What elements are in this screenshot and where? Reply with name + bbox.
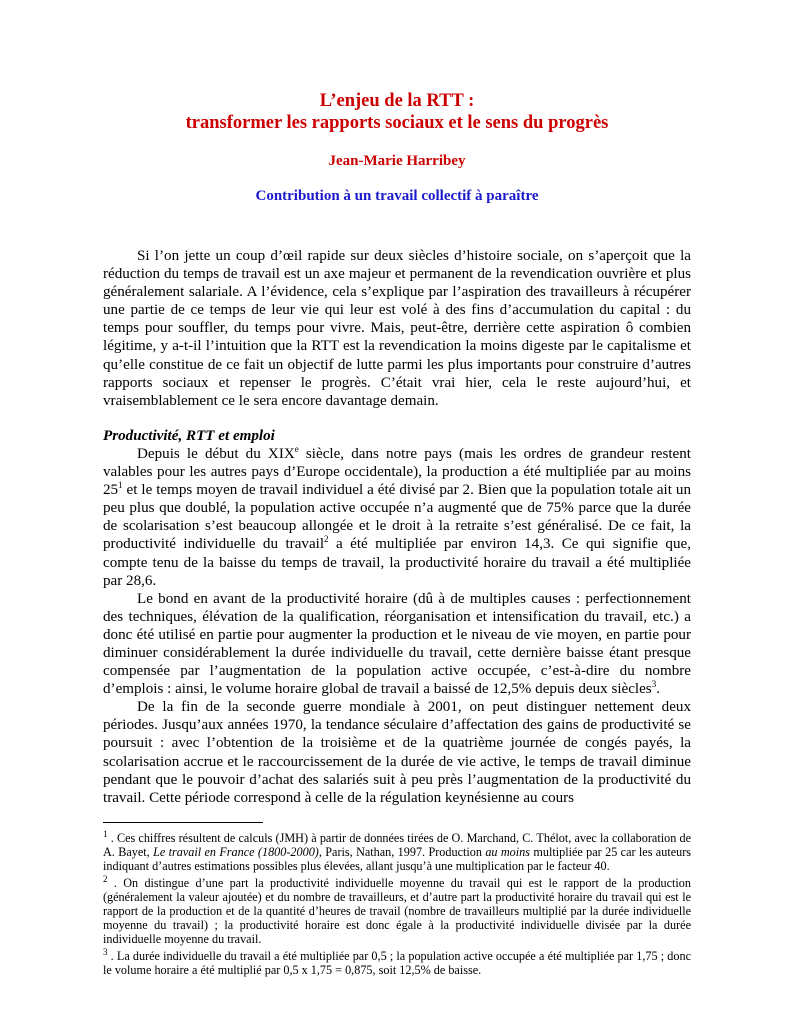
footnote-separator bbox=[103, 822, 263, 823]
footnote-ref-1: 1 bbox=[118, 480, 123, 491]
text-span: . La durée individuelle du travail a été multipliée par 0,5 ; la population active occupée a été multipliée par 1,75 ; donc le volume horaire a été multiplié par 0,5 x 1,75 = 0,875, soit 12,5% de baisse. bbox=[103, 948, 691, 977]
text-span: . Ces chiffres résultent de calculs (JMH) à partir de données tirées de O. Marchand, C. Thélot, avec la collaboration de A. Bayet, bbox=[103, 831, 691, 860]
text-span: multipliée par 25 car les auteurs indiquant d’autres estimations possibles plus élevées, allant jusqu’à une multiplication par le facteur 40. bbox=[103, 845, 692, 874]
footnote-number: 1 bbox=[103, 828, 108, 839]
document-title bbox=[103, 90, 691, 134]
intro-paragraph: Si l’on jette un coup d’œil rapide sur deux siècles d’histoire sociale, on s’aperçoit que la réduction du temps de travail est un axe majeur et permanent de la revendication ouvrière et plus généralement salariale. A l’évidence, cela s’explique par l’aspiration des travailleurs à récupérer une partie de ce temps de leur vie qui leur est volé à des fins d’accumulation du capital : du temps pour souffler, du temps pour vivre. Mais, peut-être, derrière cette aspiration ô combien légitime, y a-t-il l’intuition que la RTT est la revendication la moins digeste par le capitalisme et qu’elle constitue de ce fait un objectif de lutte parmi les plus importants pour construire d’autres rapports sociaux et repenser le progrès. C’était vrai hier, cela le reste aujourd’hui, et vraisemblablement ce le sera encore davantage demain. bbox=[103, 248, 691, 409]
paragraph-postwar-periods: De la fin de la seconde guerre mondiale à 2001, on peut distinguer nettement deux périodes. Jusqu’aux années 1970, la tendance séculaire d’affectation des gains de productivité se poursuit : avec l’obtention de la troisième et de la quatrième journée de congés payés, la scolarisation accrue et le raccourcissement de la durée de vie active, le temps de travail diminue pendant que le pouvoir d’achat des salariés suit à peu près l’augmentation de la productivité du travail. Cette période correspond à celle de la régulation keynésienne au cours bbox=[103, 699, 691, 806]
text-span: , Paris, Nathan, 1997. Production bbox=[318, 845, 486, 860]
emphasis: au moins bbox=[485, 845, 531, 860]
footnote-number: 3 bbox=[103, 946, 108, 957]
footnote-2 bbox=[103, 873, 691, 947]
author-name: Jean-Marie Harribey bbox=[328, 153, 466, 169]
paragraph-productivity-leap bbox=[103, 590, 691, 699]
text-span: . On distingue d’une part la productivité individuelle moyenne du travail qui est le rapport de la production (généralement la valeur ajoutée) et du nombre de travailleurs, et d’autre part la productivité horaire du travail qui est le rapport de la production et de la quantité d’heures de travail (nombre de travailleurs multiplié par la durée individuelle moyenne du travail) ; la productivité horaire est donc égale à la productivité individuelle divisée par la durée individuelle moyenne du travail. bbox=[103, 875, 691, 947]
footnote-3 bbox=[103, 946, 691, 977]
footnote-ref-2: 2 bbox=[324, 534, 329, 545]
document-page bbox=[103, 90, 691, 807]
title-line-1: L’enjeu de la RTT : bbox=[319, 91, 475, 111]
section-heading: Productivité, RTT et emploi bbox=[103, 427, 275, 444]
footnote-ref-3: 3 bbox=[651, 679, 657, 690]
footnote-number: 2 bbox=[103, 873, 108, 884]
paragraph-productivity-history bbox=[103, 445, 691, 590]
text-span: a été multipliée par environ 14,3. Ce qui signifie que, compte tenu de la baisse du temps de travail, la productivité horaire du travail a été multipliée par 28,6. bbox=[103, 536, 691, 589]
text-span: Le bond en avant de la productivité horaire (dû à de multiples causes : perfectionnement des techniques, élévation de la qualification, réorganisation et intensification du travail, etc.) a donc été utilisé en partie pour augmenter la production et le niveau de vie moyen, en partie pour diminuer considérablement la durée individuelle du travail, cette dernière baisse étant presque compensée par l’augmentation de la population active occupée, c’est-à-dire du nombre d’emplois : ainsi, le volume horaire global de travail a baissé de 12,5% depuis deux siècles bbox=[103, 590, 691, 698]
text-span: et le temps moyen de travail individuel a été divisé par 2. Bien que la population totale ait un peu plus que doublé, la population active occupée n’a augmenté que de 75% parce que la durée de scolarisation s’est beaucoup allongée et le droit à la retraite s’est généralisé. De ce fait, la productivité individuelle du travail bbox=[103, 482, 691, 553]
footnotes bbox=[103, 828, 692, 979]
superscript: e bbox=[294, 443, 299, 454]
text-span: . bbox=[656, 681, 660, 698]
text-span: Depuis le début du XIX bbox=[137, 445, 295, 462]
title-line-2: transformer les rapports sociaux et le sens du progrès bbox=[185, 113, 609, 133]
book-title: Le travail en France (1800-2000) bbox=[153, 845, 319, 860]
text-span: siècle, dans notre pays (mais les ordres de grandeur restent valables pour les autres pays d’Europe occidentale), la production a été multipliée par au moins 25 bbox=[103, 445, 692, 499]
document-subtitle: Contribution à un travail collectif à paraître bbox=[255, 188, 539, 204]
footnote-1 bbox=[103, 828, 692, 874]
